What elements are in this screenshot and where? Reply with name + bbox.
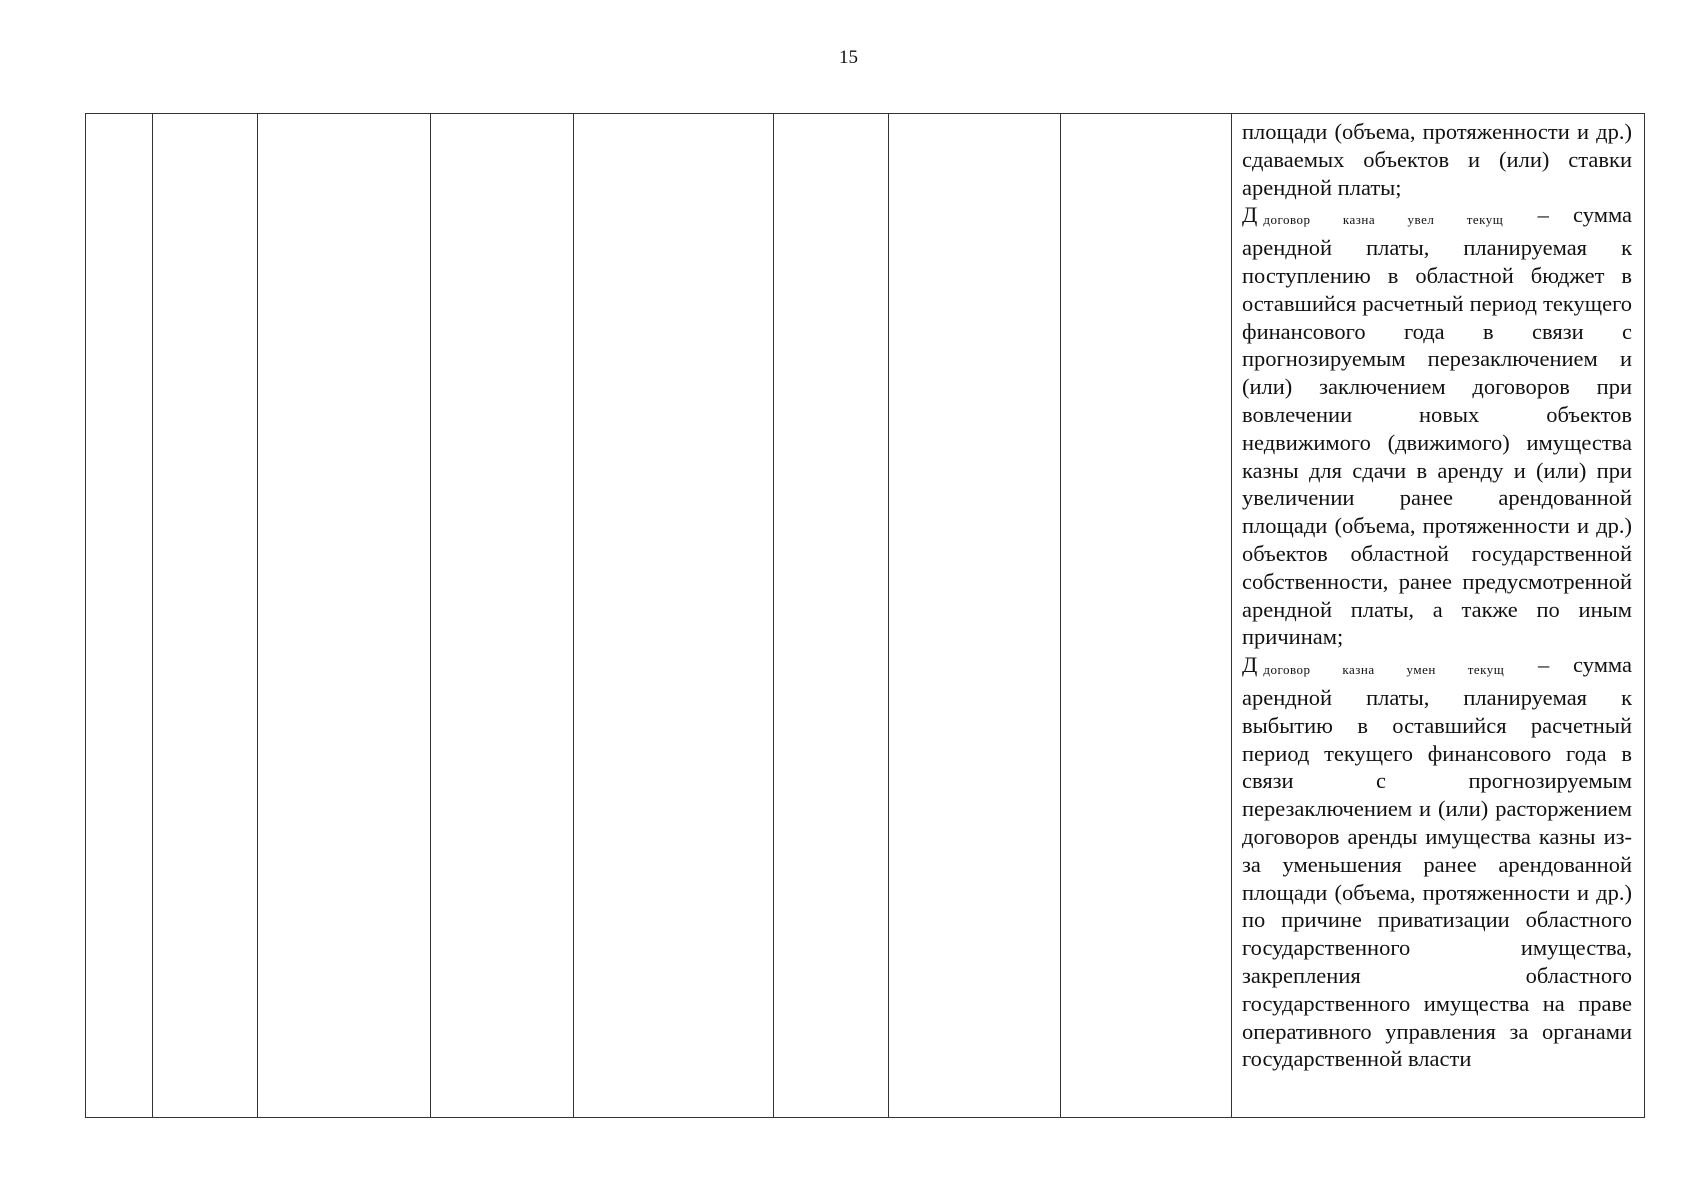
table-column-divider	[773, 114, 774, 1117]
formula-symbol: Д	[1242, 202, 1258, 228]
formula-subscript: договор казна умен текущ	[1263, 662, 1505, 678]
paragraph-area-description	[1242, 118, 1632, 201]
table-column-divider	[888, 114, 889, 1117]
table-column-divider	[573, 114, 574, 1117]
paragraph-text: площади (объема, протяженности и др.) сдаваемых объектов и (или) ставки арендной платы;	[1242, 119, 1632, 200]
table-column-divider	[152, 114, 153, 1117]
formula-subscript: договор казна увел текущ	[1263, 212, 1504, 228]
table-column-divider	[430, 114, 431, 1117]
paragraph-text: – сумма арендной платы, планируемая к выбытию в оставшийся расчетный период текущего финансового года в связи с прогнозируемым перезаключением и (или) расторжением договоров аренды имущества казны из-за уменьшения ранее арендованной площади (объема, протяженности и др.) по причине приватизации областного государственного имущества, закрепления областного государственного имущества на праве оперативного управления за органами государственной власти	[1242, 652, 1632, 1072]
table-column-divider	[1231, 114, 1232, 1117]
formula-symbol: Д	[1242, 652, 1258, 678]
paragraph-lease-decrease	[1242, 651, 1632, 1073]
paragraph-text: – сумма арендной платы, планируемая к поступлению в областной бюджет в оставшийся расчетный период текущего финансового года в связи с прогнозируемым перезаключением и (или) заключением договоров при вовлечении новых объектов недвижимого (движимого) имущества казны для сдачи в аренду и (или) при увеличении ранее арендованной площади (объема, протяженности и др.) объектов областной государственной собственности, ранее предусмотренной арендной платы, а также по иным причинам;	[1242, 202, 1633, 650]
formula-description-cell	[1242, 118, 1632, 1073]
table-column-divider	[1060, 114, 1061, 1117]
document-table	[85, 113, 1645, 1118]
table-column-divider	[257, 114, 258, 1117]
paragraph-lease-increase	[1242, 201, 1632, 651]
page-number: 15	[839, 47, 858, 68]
